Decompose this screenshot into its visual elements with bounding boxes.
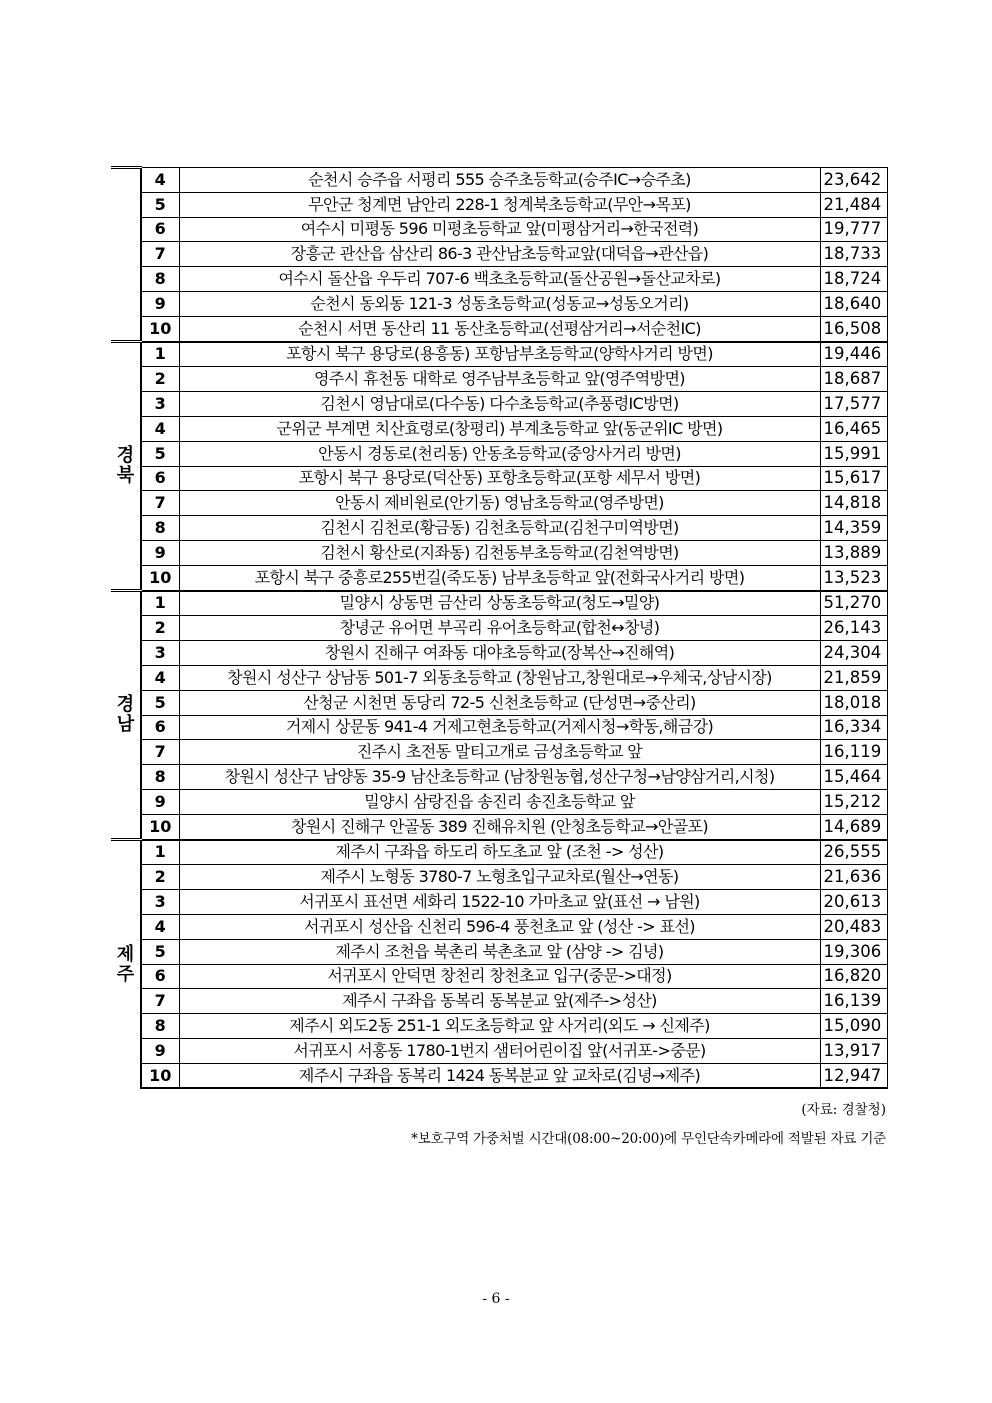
location-cell (179, 242, 820, 267)
rank-cell: 8 (141, 516, 179, 541)
rank-cell: 10 (141, 565, 179, 590)
count-cell: 19,306 (820, 939, 887, 964)
rank-cell: 6 (141, 964, 179, 989)
table-row (111, 641, 887, 666)
location-text: 순천시 동외동 121-3 성동초등학교(성동교→성동오거리) (310, 293, 689, 313)
table-row (111, 217, 887, 242)
rank-cell: 10 (141, 1063, 179, 1088)
location-cell (179, 540, 820, 565)
rank-cell: 1 (141, 342, 179, 367)
region-label: 제주 (116, 943, 135, 985)
count-cell: 18,724 (820, 267, 887, 292)
location-cell (179, 740, 820, 765)
rank-cell: 4 (141, 168, 179, 193)
rank-cell: 3 (141, 890, 179, 915)
count-cell: 16,508 (820, 316, 887, 341)
table-row (111, 316, 887, 341)
count-cell: 20,483 (820, 914, 887, 939)
count-cell: 21,636 (820, 865, 887, 890)
rank-cell: 4 (141, 914, 179, 939)
location-cell (179, 989, 820, 1014)
location-text: 창원시 성산구 남양동 35-9 남산초등학교 (남창원농협,성산구청→남양삼거리,시청) (224, 767, 775, 787)
location-text: 서귀포시 서홍동 1780-1번지 샘터어린이집 앞(서귀포->중문) (293, 1040, 706, 1060)
table-row (111, 342, 887, 367)
count-cell: 17,577 (820, 392, 887, 417)
rank-cell: 4 (141, 665, 179, 690)
location-cell (179, 964, 820, 989)
location-cell (179, 291, 820, 316)
table-row (111, 914, 887, 939)
location-cell (179, 367, 820, 392)
location-cell (179, 591, 820, 616)
region-cell (111, 168, 141, 342)
location-text: 김천시 황산로(지좌동) 김천동부초등학교(김천역방면) (320, 542, 679, 562)
location-text: 제주시 노형동 3780-7 노형초입구교차로(월산→연동) (320, 867, 679, 887)
location-cell (179, 565, 820, 590)
count-cell: 15,617 (820, 466, 887, 491)
location-cell (179, 939, 820, 964)
region-cell (111, 342, 141, 591)
location-text: 창원시 성산구 상남동 501-7 외동초등학교 (창원남고,창원대로→우체국,상남시장) (227, 667, 772, 687)
rank-cell: 6 (141, 466, 179, 491)
location-text: 거제시 상문동 941-4 거제고현초등학교(거제시청→학동,해금강) (285, 717, 714, 737)
school-zone-violation-table (111, 166, 888, 1089)
rank-cell: 9 (141, 789, 179, 814)
count-cell: 13,917 (820, 1038, 887, 1063)
rank-cell: 2 (141, 367, 179, 392)
location-text: 여수시 돌산읍 우두리 707-6 백초초등학교(돌산공원→돌산교차로) (278, 269, 721, 289)
location-cell (179, 789, 820, 814)
location-text: 순천시 서면 동산리 11 동산초등학교(선평삼거리→서순천IC) (298, 318, 701, 338)
location-cell (179, 1063, 820, 1088)
count-cell: 14,359 (820, 516, 887, 541)
location-text: 제주시 구좌읍 동복리 1424 동복분교 앞 교차로(김녕→제주) (298, 1065, 701, 1085)
region-label: 경북 (116, 445, 135, 487)
count-cell: 24,304 (820, 641, 887, 666)
count-cell: 51,270 (820, 591, 887, 616)
count-cell: 15,090 (820, 1014, 887, 1039)
table-row (111, 491, 887, 516)
table-row (111, 416, 887, 441)
rank-cell: 5 (141, 441, 179, 466)
rank-cell: 7 (141, 989, 179, 1014)
rank-cell: 3 (141, 641, 179, 666)
table-row (111, 392, 887, 417)
location-cell (179, 416, 820, 441)
location-text: 서귀포시 표선면 세화리 1522-10 가마초교 앞(표선 → 남원) (299, 892, 700, 911)
rank-cell: 5 (141, 690, 179, 715)
table-row (111, 814, 887, 839)
rank-cell: 10 (141, 316, 179, 341)
count-cell: 18,687 (820, 367, 887, 392)
count-cell: 14,818 (820, 491, 887, 516)
table-row (111, 466, 887, 491)
table-row (111, 890, 887, 915)
location-text: 진주시 초전동 말티고개로 금성초등학교 앞 (356, 742, 643, 762)
rank-cell: 1 (141, 840, 179, 865)
location-cell (179, 1014, 820, 1039)
location-text: 제주시 외도2동 251-1 외도초등학교 앞 사거리(외도 → 신제주) (289, 1015, 710, 1035)
rank-cell: 5 (141, 192, 179, 217)
count-cell: 26,143 (820, 616, 887, 641)
table-row (111, 715, 887, 740)
location-text: 서귀포시 안덕면 창천리 창천초교 입구(중문->대정) (327, 966, 672, 986)
location-text: 포항시 북구 용당로(덕산동) 포항초등학교(포항 세무서 방면) (298, 468, 701, 488)
count-cell: 21,484 (820, 192, 887, 217)
location-cell (179, 217, 820, 242)
count-cell: 16,119 (820, 740, 887, 765)
table-row (111, 591, 887, 616)
rank-cell: 8 (141, 765, 179, 790)
location-text: 산청군 시천면 동당리 72-5 신천초등학교 (단성면→중산리) (303, 692, 696, 712)
rank-cell: 8 (141, 267, 179, 292)
location-cell (179, 392, 820, 417)
location-text: 안동시 경동로(천리동) 안동초등학교(중앙사거리 방면) (318, 443, 681, 463)
table-row (111, 441, 887, 466)
rank-cell: 8 (141, 1014, 179, 1039)
count-cell: 18,640 (820, 291, 887, 316)
location-cell (179, 1038, 820, 1063)
table-row (111, 939, 887, 964)
table-row (111, 192, 887, 217)
table-row (111, 168, 887, 193)
table-row (111, 740, 887, 765)
rank-cell: 7 (141, 242, 179, 267)
rank-cell: 4 (141, 416, 179, 441)
table-row (111, 367, 887, 392)
table-row (111, 665, 887, 690)
rank-cell: 7 (141, 491, 179, 516)
count-cell: 13,889 (820, 540, 887, 565)
location-text: 포항시 북구 용당로(용흥동) 포항남부초등학교(양학사거리 방면) (286, 344, 713, 364)
table-row (111, 964, 887, 989)
count-cell: 19,777 (820, 217, 887, 242)
rank-cell: 9 (141, 291, 179, 316)
count-cell: 16,465 (820, 416, 887, 441)
location-cell (179, 814, 820, 839)
location-text: 장흥군 관산읍 삼산리 86-3 관산남초등학교앞(대덕읍→관산읍) (290, 244, 709, 264)
location-text: 제주시 구좌읍 하도리 하도초교 앞 (조천 -> 성산) (335, 842, 664, 862)
count-cell: 12,947 (820, 1063, 887, 1088)
table-row (111, 1038, 887, 1063)
location-cell (179, 840, 820, 865)
location-cell (179, 616, 820, 641)
rank-cell: 2 (141, 616, 179, 641)
count-cell: 16,820 (820, 964, 887, 989)
location-text: 창원시 진해구 안골동 389 진해유치원 (안청초등학교→안골포) (291, 816, 708, 836)
location-text: 안동시 제비원로(안기동) 영남초등학교(영주방면) (335, 493, 664, 513)
rank-cell: 6 (141, 217, 179, 242)
location-cell (179, 665, 820, 690)
location-text: 무안군 청계면 남안리 228-1 청계북초등학교(무안→목포) (308, 194, 691, 214)
location-cell (179, 641, 820, 666)
table-row (111, 765, 887, 790)
location-cell (179, 890, 820, 915)
count-cell: 16,139 (820, 989, 887, 1014)
location-cell (179, 914, 820, 939)
count-cell: 15,464 (820, 765, 887, 790)
rank-cell: 3 (141, 392, 179, 417)
region-cell (111, 591, 141, 840)
location-text: 밀양시 삼랑진읍 송진리 송진초등학교 앞 (364, 791, 635, 811)
location-cell (179, 267, 820, 292)
rank-cell: 9 (141, 540, 179, 565)
location-text: 군위군 부계면 치산효령로(창평리) 부계초등학교 앞(동군위IC 방면) (276, 418, 723, 438)
region-cell (111, 840, 141, 1089)
count-cell: 13,523 (820, 565, 887, 590)
location-cell (179, 441, 820, 466)
location-cell (179, 765, 820, 790)
rank-cell: 1 (141, 591, 179, 616)
location-cell (179, 342, 820, 367)
count-cell: 14,689 (820, 814, 887, 839)
location-text: 밀양시 상동면 금산리 상동초등학교(청도→밀양) (339, 593, 660, 613)
count-cell: 21,859 (820, 665, 887, 690)
table-row (111, 616, 887, 641)
table-row (111, 267, 887, 292)
rank-cell: 7 (141, 740, 179, 765)
table-row (111, 789, 887, 814)
table-row (111, 690, 887, 715)
location-cell (179, 168, 820, 193)
location-text: 김천시 영남대로(다수동) 다수초등학교(추풍령IC방면) (320, 394, 679, 414)
region-label: 경남 (116, 694, 135, 736)
table-row (111, 565, 887, 590)
criteria-note: *보호구역 가중처벌 시간대(08:00~20:00)에 무인단속카메라에 적발된 자료 기준 (411, 1131, 886, 1147)
count-cell: 15,991 (820, 441, 887, 466)
rank-cell: 9 (141, 1038, 179, 1063)
rank-cell: 5 (141, 939, 179, 964)
location-cell (179, 491, 820, 516)
count-cell: 26,555 (820, 840, 887, 865)
count-cell: 15,212 (820, 789, 887, 814)
location-text: 영주시 휴천동 대학로 영주남부초등학교 앞(영주역방면) (314, 369, 685, 389)
location-text: 창원시 진해구 여좌동 대야초등학교(장복산→진해역) (324, 643, 675, 663)
table-row (111, 840, 887, 865)
table-row (111, 516, 887, 541)
table-row (111, 1014, 887, 1039)
table-body (111, 168, 887, 1089)
rank-cell: 10 (141, 814, 179, 839)
table-row (111, 865, 887, 890)
location-text: 서귀포시 성산읍 신천리 596-4 풍천초교 앞 (성산 -> 표선) (304, 916, 695, 936)
count-cell: 16,334 (820, 715, 887, 740)
location-text: 제주시 구좌읍 동복리 동복분교 앞(제주->성산) (342, 991, 657, 1011)
location-cell (179, 715, 820, 740)
location-text: 제주시 조천읍 북촌리 북촌초교 앞 (삼양 -> 김녕) (335, 941, 664, 961)
table-row (111, 242, 887, 267)
location-text: 여수시 미평동 596 미평초등학교 앞(미평삼거리→한국전력) (300, 219, 699, 239)
rank-cell: 6 (141, 715, 179, 740)
table-row (111, 1063, 887, 1088)
location-cell (179, 690, 820, 715)
page-number: - 6 - (482, 1291, 510, 1307)
count-cell: 18,733 (820, 242, 887, 267)
location-text: 창녕군 유어면 부곡리 유어초등학교(합천↔창녕) (339, 618, 660, 638)
count-cell: 23,642 (820, 168, 887, 193)
location-text: 김천시 김천로(황금동) 김천초등학교(김천구미역방면) (320, 518, 679, 538)
location-text: 순천시 승주읍 서평리 555 승주초등학교(승주IC→승주초) (308, 169, 691, 189)
count-cell: 18,018 (820, 690, 887, 715)
source-note: (자료: 경찰청) (801, 1102, 886, 1118)
table-row (111, 989, 887, 1014)
table-row (111, 540, 887, 565)
count-cell: 19,446 (820, 342, 887, 367)
rank-cell: 2 (141, 865, 179, 890)
location-cell (179, 516, 820, 541)
location-cell (179, 316, 820, 341)
table-row (111, 291, 887, 316)
location-text: 포항시 북구 중흥로255번길(죽도동) 남부초등학교 앞(전화국사거리 방면) (254, 567, 745, 587)
location-cell (179, 192, 820, 217)
location-cell (179, 865, 820, 890)
count-cell: 20,613 (820, 890, 887, 915)
location-cell (179, 466, 820, 491)
